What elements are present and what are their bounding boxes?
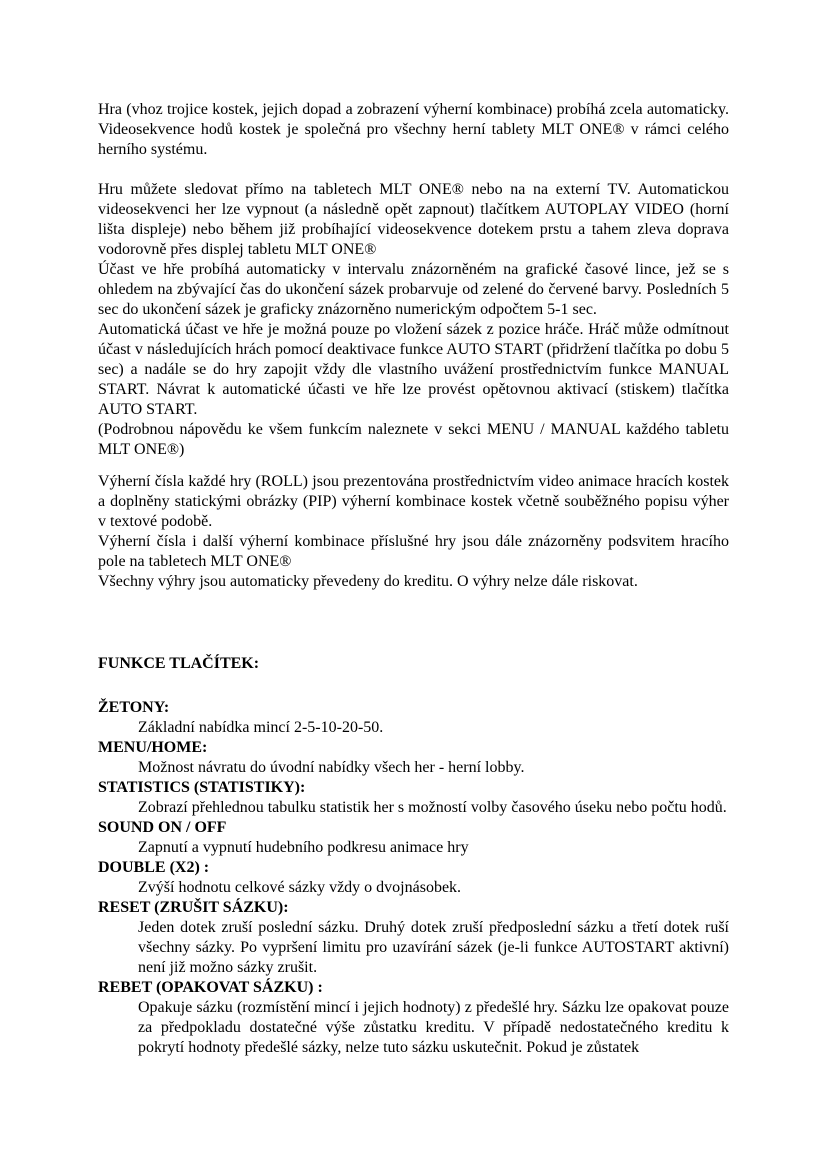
paragraph: Výherní čísla každé hry (ROLL) jsou prezentována prostřednictvím video animace hracích kostek a doplněny statickými obrázky (PIP) výherní kombinace kostek včetně souběžného popisu výher v textové podobě. [98,473,729,530]
spacer [98,460,729,472]
section-heading: FUNKCE TLAČÍTEK: [98,655,260,672]
button-description: Opakuje sázku (rozmístění mincí i jejich hodnoty) z předešlé hry. Sázku lze opakovat pouze za předpokladu dostatečné výše zůstatku kreditu. V případě nedostatečného kreditu k pokrytí hodnoty předešlé sázky, nelze tuto sázku uskutečnit. Pokud je zůstatek [138,999,729,1056]
paragraph: Automatická účast ve hře je možná pouze po vložení sázek z pozice hráče. Hráč může odmítnout účast v následujících hrách pomocí deaktivace funkce AUTO START (přidržení tlačítka po dobu 5 sec) a nadále se do hry zapojit vždy dle vlastního uvážení prostřednictvím funkce MANUAL START. Návrat k automatické účasti ve hře lze provést opětovnou aktivací (stiskem) tlačítka AUTO START. [98,321,729,418]
paragraph: Hru můžete sledovat přímo na tabletech MLT ONE® nebo na na externí TV. Automatickou videosekvenci her lze vypnout (a následně opět zapnout) tlačítkem AUTOPLAY VIDEO (horní lišta displeje) nebo během již probíhající videosekvence dotekem prstu a tahem zleva doprava vodorovně přes displej tabletu MLT ONE® [98,181,729,258]
button-description: Zvýší hodnotu celkové sázky vždy o dvojnásobek. [138,879,462,896]
button-description: Zapnutí a vypnutí hudebního podkresu animace hry [138,839,469,856]
button-term-menu-home: MENU/HOME: [98,739,208,756]
button-term-zetony: ŽETONY: [98,699,170,716]
paragraph: Hra (vhoz trojice kostek, jejich dopad a zobrazení výherní kombinace) probíhá zcela automaticky. Videosekvence hodů kostek je společná pro všechny herní tablety MLT ONE® v rámci celého herního systému. [98,101,729,158]
spacer [98,592,729,654]
spacer [98,674,729,698]
button-term-reset: RESET (ZRUŠIT SÁZKU): [98,899,289,916]
button-description: Možnost návratu do úvodní nabídky všech her - herní lobby. [138,759,525,776]
paragraph: Výherní čísla i další výherní kombinace příslušné hry jsou dále znázorněny podsvitem hracího pole na tabletech MLT ONE® [98,533,729,570]
button-description: Základní nabídka mincí 2-5-10-20-50. [138,719,384,736]
spacer [98,160,729,180]
paragraph: (Podrobnou nápovědu ke všem funkcím naleznete v sekci MENU / MANUAL každého tabletu MLT ONE®) [98,421,729,458]
button-description: Jeden dotek zruší poslední sázku. Druhý dotek zruší předposlední sázku a třetí dotek ruší všechny sázky. Po vypršení limitu pro uzavírání sázek (je-li funkce AUTOSTART aktivní) není již možno sázky zrušit. [138,919,729,976]
button-term-rebet: REBET (OPAKOVAT SÁZKU) : [98,979,323,996]
button-term-statistics: STATISTICS (STATISTIKY): [98,779,306,796]
button-description: Zobrazí přehlednou tabulku statistik her s možností volby časového úseku nebo počtu hodů. [138,799,727,816]
paragraph: Účast ve hře probíhá automaticky v intervalu znázorněném na grafické časové lince, jež se s ohledem na zbývající čas do ukončení sázek probarvuje od zelené do červené barvy. Posledních 5 sec do ukončení sázek je graficky znázorněno numerickým odpočtem 5-1 sec. [98,261,729,318]
button-term-double: DOUBLE (X2) : [98,859,210,876]
paragraph: Všechny výhry jsou automaticky převedeny do kreditu. O výhry nelze dále riskovat. [98,573,638,590]
button-term-sound: SOUND ON / OFF [98,819,227,836]
